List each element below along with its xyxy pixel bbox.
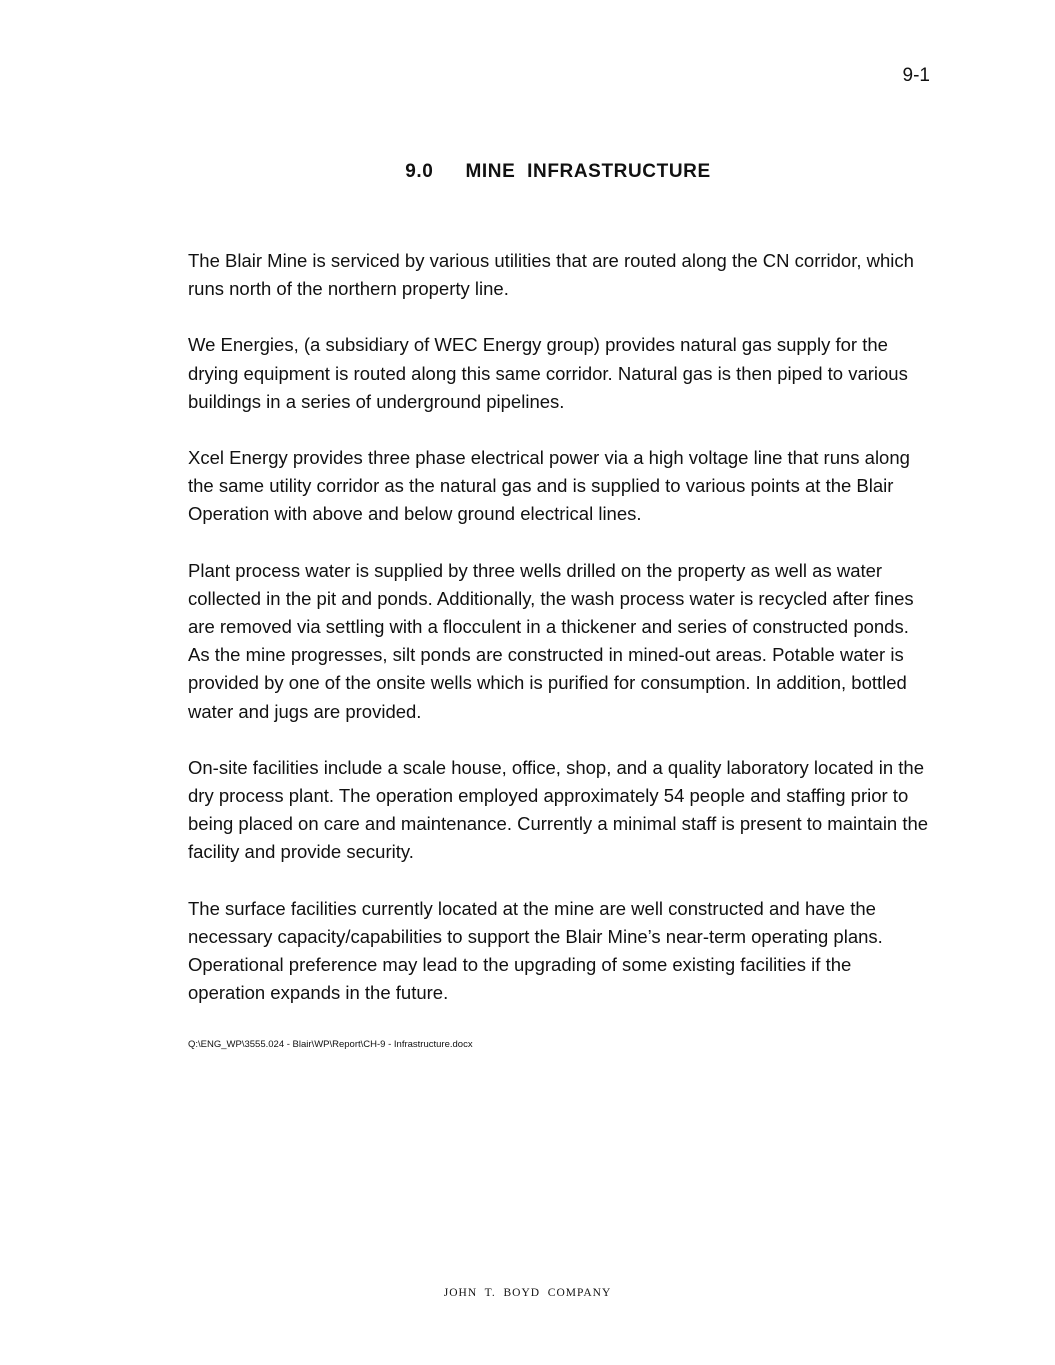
company-footer: JOHN T. BOYD COMPANY [443,1287,612,1299]
page-number: 9-1 [902,65,930,86]
file-path: Q:\ENG_WP\3555.024 - Blair\WP\Report\CH-9 - Infrastructure.docx [188,1039,473,1050]
paragraph-electrical-power: Xcel Energy provides three phase electrical power via a high voltage line that runs along the same utility corridor as the natural gas and is supplied to various points at the Blair Operation with above and below ground electrical lines. [188,447,910,525]
paragraph-surface-facilities: The surface facilities currently located at the mine are well constructed and have the necessary capacity/capabilities to support the Blair Mine’s near-term operating plans. Operational preference may lead to the upgrading of some existing facilities if the operation expands in the future. [188,897,883,1004]
body-text [188,247,930,1035]
paragraph-utilities: The Blair Mine is serviced by various utilities that are routed along the CN corridor, which runs north of the northern property line. [188,250,914,300]
paragraph-onsite-facilities: On-site facilities include a scale house, office, shop, and a quality laboratory located in the dry process plant. The operation employed approximately 54 people and staffing prior to being placed on care and maintenance. Currently a minimal staff is present to maintain the facility and provide security. [188,756,929,863]
section-title: MINE INFRASTRUCTURE [465,161,711,182]
paragraph-process-water: Plant process water is supplied by three wells drilled on the property as well as water collected in the pit and ponds. Additionally, the wash process water is recycled after fines are removed via settling with a flocculent in a thickener and series of constructed ponds. As the mine progresses, silt ponds are constructed in mined-out areas. Potable water is provided by one of the onsite wells which is purified for consumption. In addition, bottled water and jugs are provided. [188,559,914,722]
paragraph-natural-gas: We Energies, (a subsidiary of WEC Energy group) provides natural gas supply for the drying equipment is routed along this same corridor. Natural gas is then piped to various buildings in a series of underground pipelines. [188,334,908,412]
section-number: 9.0 [405,161,434,182]
section-heading [188,160,928,184]
